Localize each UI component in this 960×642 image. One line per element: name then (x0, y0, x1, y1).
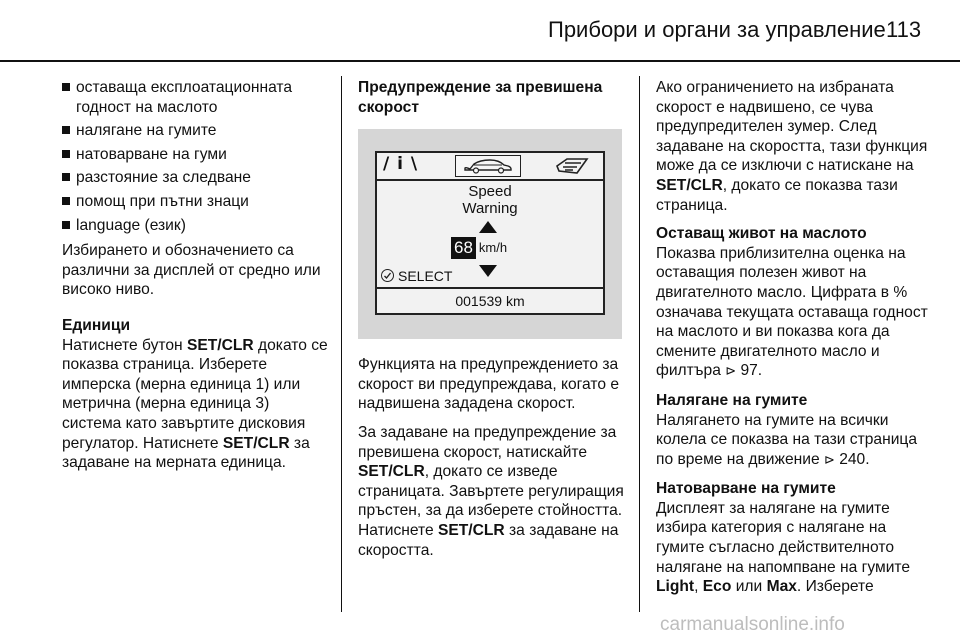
set-clr-label: SET/CLR (186, 336, 254, 354)
oil-life-text: Показва приблизителна оценка на оставащия полезен живот на двигателното масло. Цифрата в % означава текущата оставаща годност на маслото и ви показва кога да смените двигателното масло и филтъра (656, 244, 928, 380)
list-item: помощ при пътни знаци (62, 192, 330, 212)
speed-label: Speed (468, 183, 512, 201)
instrument-display (375, 151, 605, 315)
tire-pressure-heading: Налягане на гумите (656, 391, 808, 409)
max-label: Max (766, 578, 797, 596)
tire-pressure-section (656, 391, 928, 470)
display-divider (377, 287, 603, 289)
page-number: 113 (886, 17, 922, 42)
list-item: натоварване на гуми (62, 145, 330, 165)
tire-load-text: . Изберете (796, 578, 874, 596)
tire-load-text: , (694, 578, 703, 596)
select-label: SELECT (398, 268, 453, 285)
display-illustration (358, 129, 622, 339)
check-circle-icon (381, 269, 394, 282)
list-item: language (език) (62, 216, 330, 236)
list-item: оставаща експлоатационната годност на маслото (62, 78, 330, 117)
speed-value: 68 (451, 237, 476, 259)
odometer-value: 001539 km (455, 293, 525, 310)
instruction-text: за задаване на скоростта. (358, 521, 619, 559)
tire-load-section (656, 479, 928, 597)
column-divider-2 (639, 76, 640, 612)
set-clr-label: SET/CLR (358, 463, 425, 481)
speed-warning-description: Функцията на предупреждението за скорост ви предупреждава, когато е надвишена зададена скорост. (358, 356, 620, 413)
light-label: Light (656, 578, 695, 596)
page-ref: 97. (736, 362, 763, 380)
paragraph-text: Ако ограничението на избраната скорост е надвишено, се чува предупредителен зумер. След задаване на скоростта, тази функция може да се изключи с натискане на (656, 79, 928, 175)
warning-label: Warning (462, 200, 518, 218)
column-3 (656, 78, 928, 606)
set-clr-label: SET/CLR (437, 521, 505, 539)
instruction-text: За задаване на предупреждение за превишена скорост, натискайте (358, 423, 617, 461)
units-text: Натиснете бутон (62, 336, 187, 354)
page-ref: 240. (834, 450, 870, 468)
units-section (62, 316, 330, 473)
intro-paragraph: Избирането и обозначението са различни за дисплей от средно или високо ниво. (62, 242, 321, 299)
page-ref-arrow-icon: ⊳ (725, 364, 737, 380)
arrow-up-icon (479, 219, 497, 239)
watermark: carmanualsonline.info (660, 614, 845, 635)
road-sign-icon (555, 157, 589, 181)
header-divider (0, 60, 960, 62)
column-divider-1 (341, 76, 342, 612)
list-item: разстояние за следване (62, 168, 330, 188)
speed-warning-label (377, 183, 603, 217)
page-ref-arrow-icon: ⊳ (823, 452, 835, 468)
page-header (0, 0, 960, 62)
tire-load-heading: Натоварване на гумите (656, 480, 836, 498)
speed-warning-heading: Предупреждение за превишена скорост (358, 79, 603, 116)
page-title: Прибори и органи за управление (548, 17, 886, 42)
car-icon (455, 155, 521, 177)
units-heading: Единици (62, 316, 131, 334)
column-2 (358, 78, 626, 569)
tire-load-text: Дисплеят за налягане на гумите избира категория с налягане на гумите съгласно действителното налягане на напомпване на гумите (656, 499, 911, 576)
tire-load-text: или (731, 578, 767, 596)
paragraph-text: , докато се показва тази страница. (656, 176, 898, 214)
column-1 (62, 78, 330, 482)
arrow-down-icon (479, 263, 497, 283)
list-item: налягане на гумите (62, 121, 330, 141)
trip-tab-icon: / i \ (383, 154, 419, 175)
speed-limit-paragraph (656, 78, 928, 215)
speed-value-row (451, 237, 507, 259)
set-clr-label: SET/CLR (222, 434, 290, 452)
set-clr-label: SET/CLR (656, 176, 723, 194)
instruction-text: , докато се изведе страницата. Завъртете регулиращия пръстен, за да изберете стойността. Натиснете (358, 463, 624, 539)
tire-pressure-text: Налягането на гумите на всички колела се показва на тази страница по време на движение (656, 411, 918, 468)
menu-items-list (62, 78, 330, 235)
units-text: за задаване на мерната единица. (62, 434, 310, 472)
display-divider (377, 179, 603, 181)
display-tabs (377, 153, 603, 181)
speed-warning-instructions (358, 423, 626, 560)
select-indicator (381, 267, 452, 287)
oil-life-heading: Оставащ живот на маслото (656, 225, 867, 243)
units-text: докато се показва страница. Изберете имперска (мерна единица 1) или метрична (мерна единица 3) система като завъртите дисковия регулатор. Натиснете (62, 336, 328, 452)
oil-life-section (656, 224, 928, 382)
speed-unit: km/h (478, 240, 508, 256)
eco-label: Eco (702, 578, 732, 596)
